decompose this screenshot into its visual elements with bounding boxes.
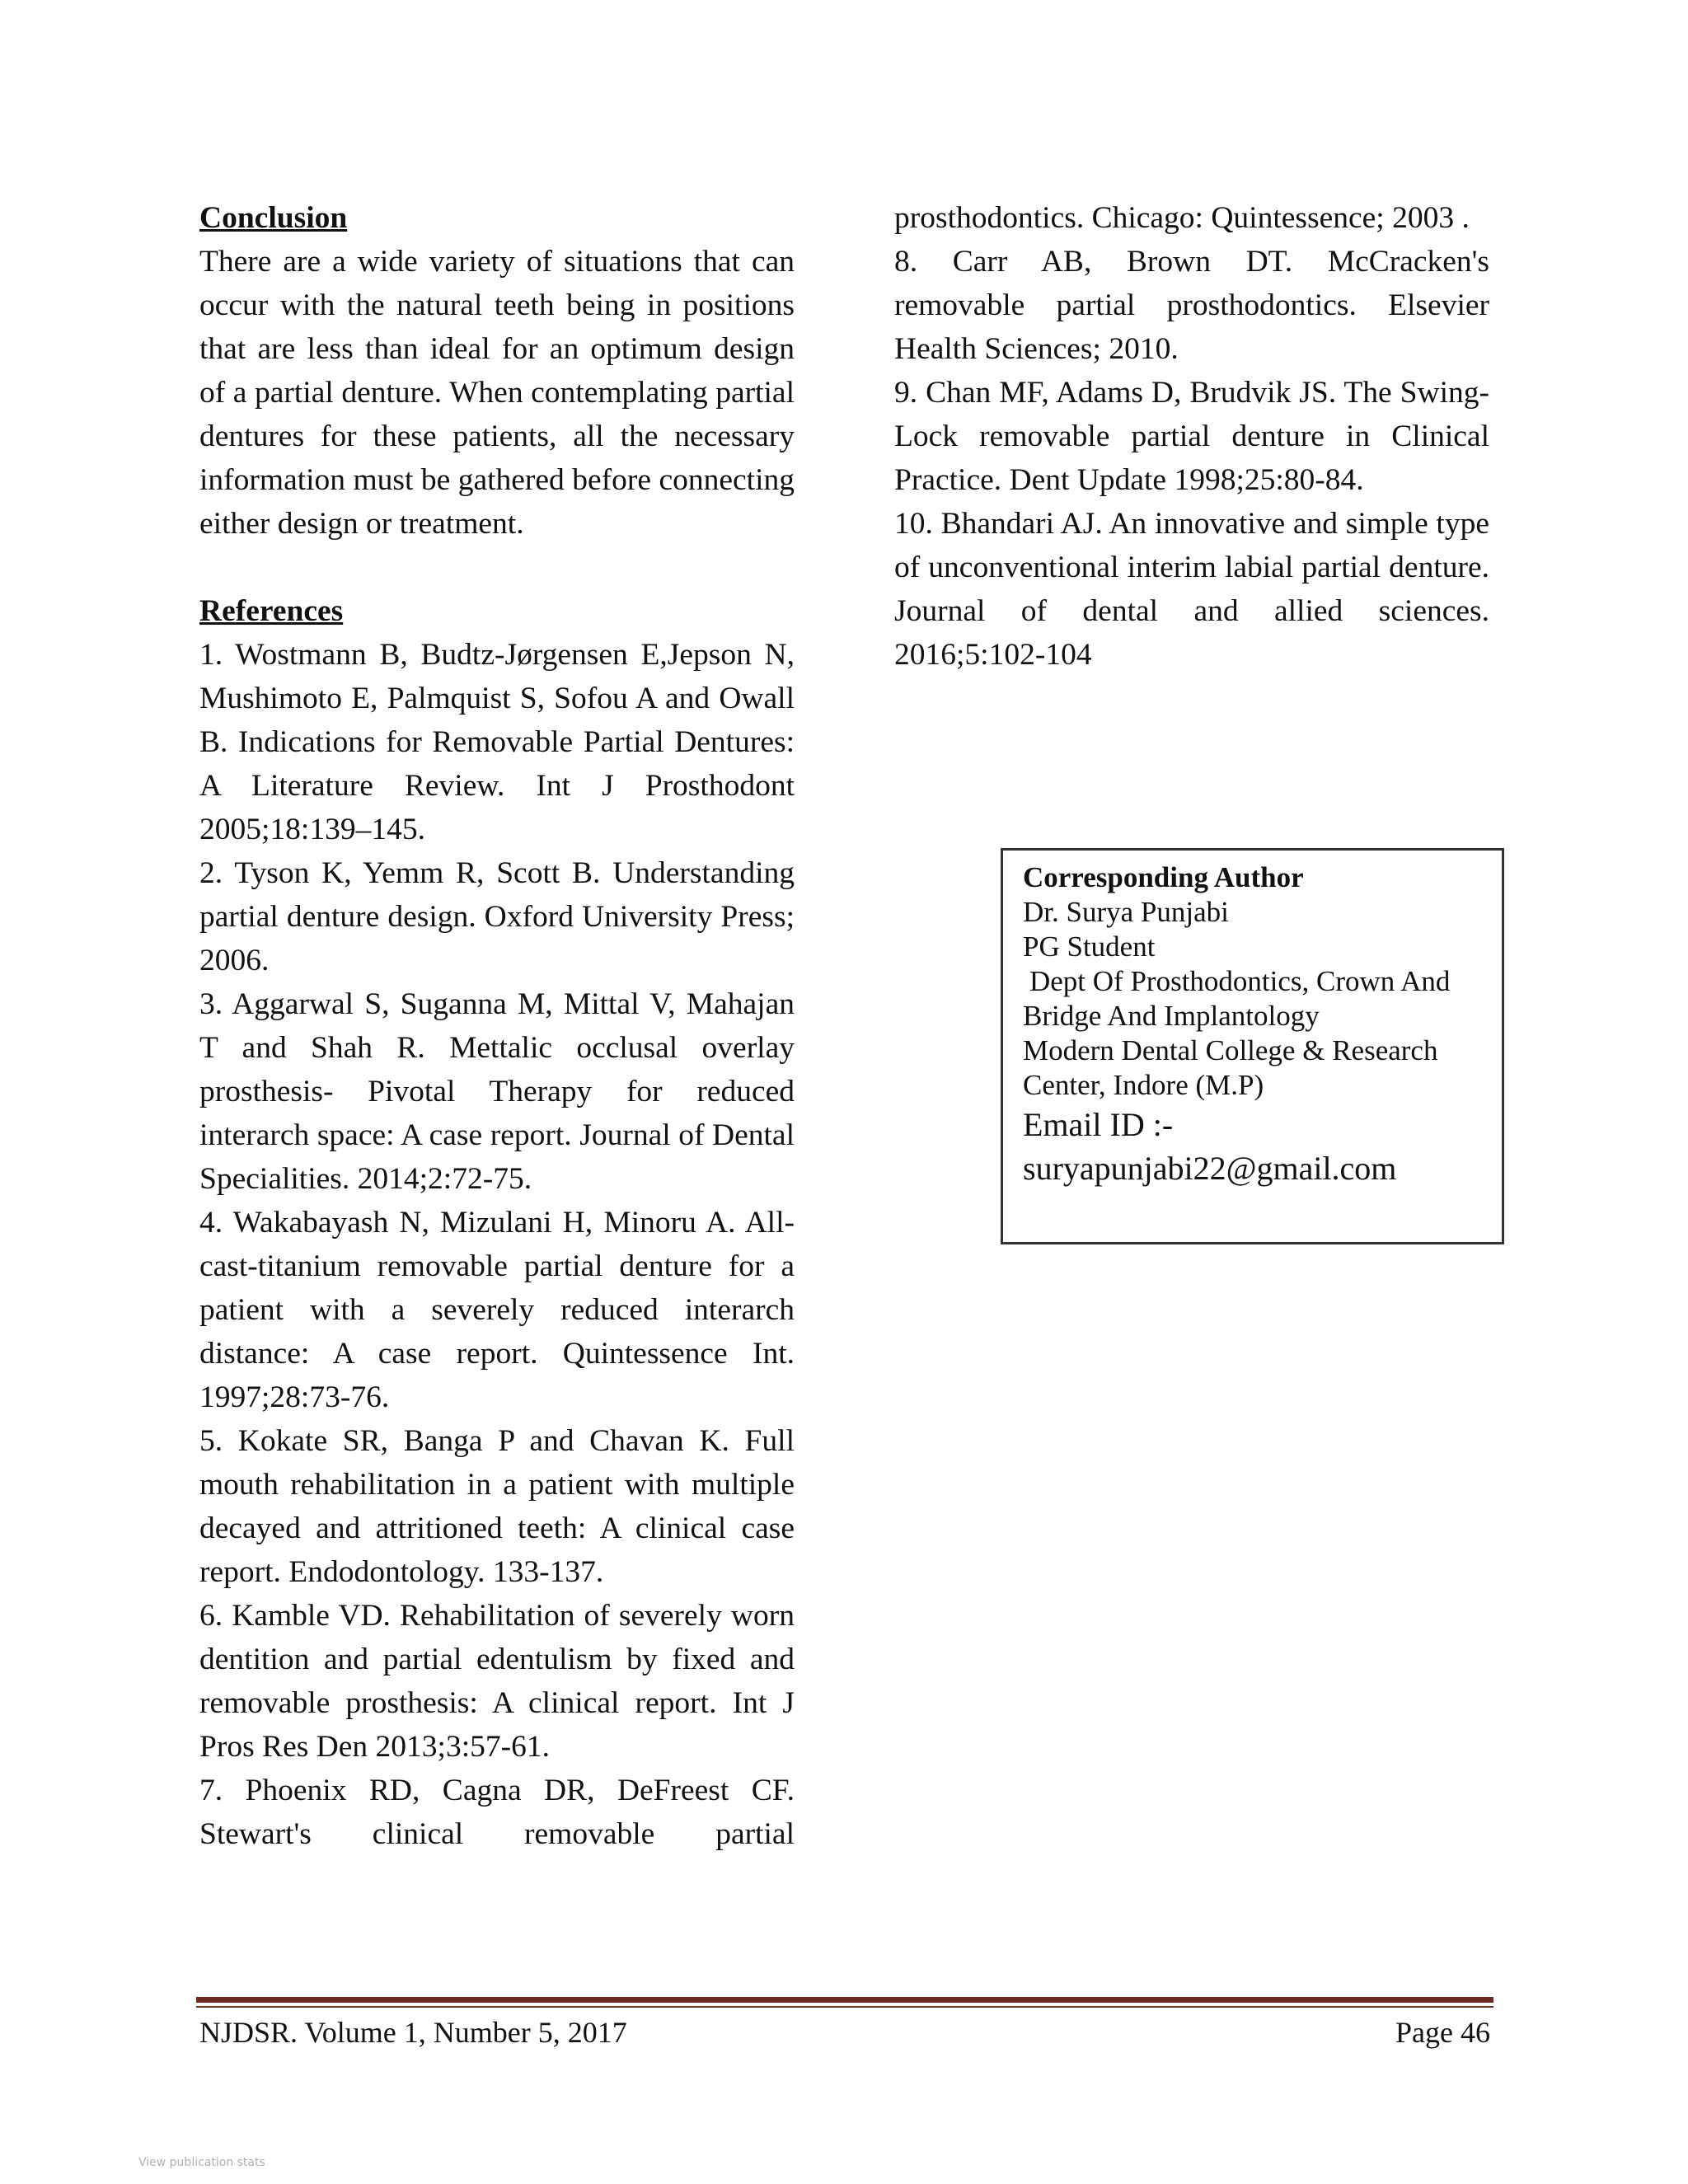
- section-gap: [199, 546, 795, 589]
- author-dept-line2: Bridge And Implantology: [1023, 1000, 1320, 1032]
- reference-item-4: 4. Wakabayash N, Mizulani H, Minoru A. All-cast-titanium removable partial denture for a patient with a severely reduced interarch distance: A case report. Quintessence Int. 1997;28:73-76.: [199, 1206, 795, 1414]
- right-column: [894, 196, 1489, 677]
- corresponding-author-box: [1001, 848, 1504, 1244]
- author-college-line2: Center, Indore (M.P): [1023, 1069, 1264, 1101]
- reference-item-3: 3. Aggarwal S, Suganna M, Mittal V, Mahajan T and Shah R. Mettalic occlusal overlay prosthesis- Pivotal Therapy for reduced interarch space: A case report. Journal of Dental Specialities. 2014;2:72-75.: [199, 987, 795, 1196]
- author-box-title: Corresponding Author: [1023, 861, 1304, 893]
- author-college-line1: Modern Dental College & Research: [1023, 1034, 1438, 1066]
- references-heading: References: [199, 594, 344, 628]
- reference-item-8: 8. Carr AB, Brown DT. McCracken's removable partial prosthodontics. Elsevier Health Sciences; 2010.: [894, 245, 1489, 366]
- reference-item-10: 10. Bhandari AJ. An innovative and simple type of unconventional interim labial partial denture. Journal of dental and allied sciences. 2016;5:102-104: [894, 507, 1489, 672]
- author-position: PG Student: [1023, 930, 1156, 963]
- reference-item-7: 7. Phoenix RD, Cagna DR, DeFreest CF. Stewart's clinical removable partial: [199, 1774, 795, 1851]
- author-email-label: Email ID :-: [1023, 1106, 1174, 1143]
- conclusion-heading: Conclusion: [199, 201, 348, 235]
- reference-item-7-continued: prosthodontics. Chicago: Quintessence; 2003 .: [894, 201, 1470, 235]
- author-dept-line1: Dept Of Prosthodontics, Crown And: [1029, 965, 1451, 997]
- view-publication-stats-link[interactable]: View publication stats: [138, 2156, 265, 2169]
- footer-rule-thin: [196, 2006, 1493, 2008]
- left-column: [199, 196, 795, 1856]
- conclusion-text: There are a wide variety of situations that can occur with the natural teeth being in positions that are less than ideal for an optimum design of a partial denture. When contemplating partial dentures for these patients, all the necessary information must be gathered before connecting either design or treatment.: [199, 245, 795, 541]
- reference-item-9: 9. Chan MF, Adams D, Brudvik JS. The Swing- Lock removable partial denture in Clinical Practice. Dent Update 1998;25:80-84.: [894, 376, 1489, 497]
- reference-item-2: 2. Tyson K, Yemm R, Scott B. Understanding partial denture design. Oxford University Press; 2006.: [199, 856, 795, 977]
- reference-item-5: 5. Kokate SR, Banga P and Chavan K. Full mouth rehabilitation in a patient with multiple decayed and attritioned teeth: A clinical case report. Endodontology. 133-137.: [199, 1424, 795, 1589]
- author-email-link[interactable]: suryapunjabi22@gmail.com: [1023, 1150, 1397, 1187]
- footer-rule-thick: [196, 1997, 1493, 2003]
- footer-page-number: Page 46: [1395, 2016, 1490, 2049]
- author-name: Dr. Surya Punjabi: [1023, 896, 1229, 928]
- footer-journal: NJDSR. Volume 1, Number 5, 2017: [199, 2016, 627, 2049]
- reference-item-6: 6. Kamble VD. Rehabilitation of severely worn dentition and partial edentulism by fixed and removable prosthesis: A clinical report. Int J Pros Res Den 2013;3:57-61.: [199, 1599, 795, 1764]
- reference-item-1: 1. Wostmann B, Budtz-Jørgensen E,Jepson N, Mushimoto E, Palmquist S, Sofou A and Owall B. Indications for Removable Partial Dentures: A Literature Review. Int J Prosthodont 2005;18:139–145.: [199, 638, 795, 846]
